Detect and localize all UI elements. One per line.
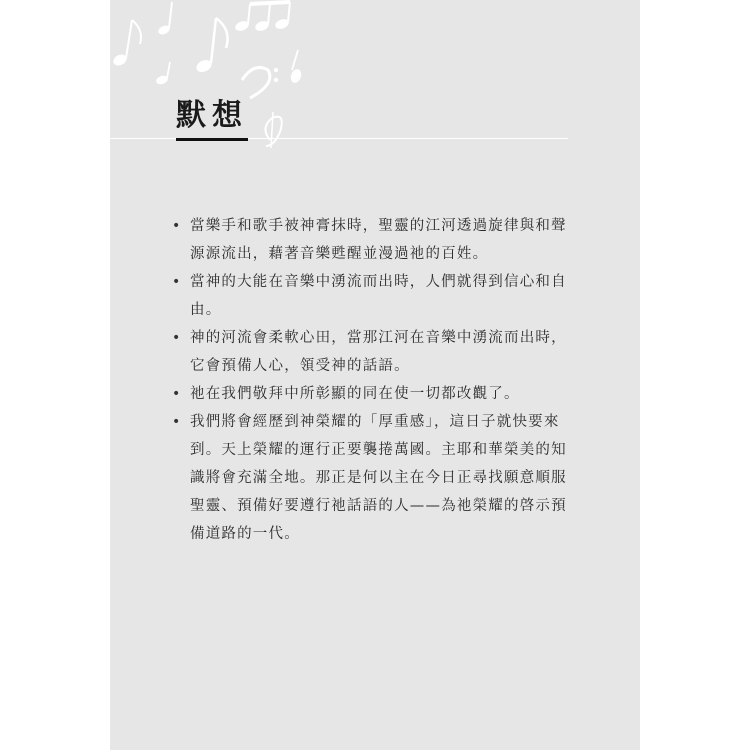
page-title: 默想 [176,98,248,133]
bullet-marker: • [172,330,182,346]
list-item [170,380,570,408]
list-item [170,408,570,548]
list-item-text: 祂在我們敬拜中所彰顯的同在使一切都改觀了。 [190,386,520,402]
book-page [110,0,640,750]
bullet-marker: • [172,414,182,430]
list-item-text: 神的河流會柔軟心田，當那江河在音樂中湧流而出時，它會預備人心，領受神的話語。 [190,330,567,374]
list-item-text: 當樂手和歌手被神膏抹時，聖靈的江河透過旋律與和聲源源流出，藉著音樂甦醒並漫過祂的百姓。 [190,218,567,262]
bullet-marker: • [172,386,182,402]
list-item [170,268,570,324]
meditation-list [170,212,570,548]
bullet-marker: • [172,274,182,290]
bullet-marker: • [172,218,182,234]
list-item-text: 我們將會經歷到神榮耀的「厚重感」，這日子就快要來到。天上榮耀的運行正要襲捲萬國。主耶和華榮美的知識將會充滿全地。那正是何以主在今日正尋找願意順服聖靈、預備好要遵行祂話語的人——為祂榮耀的啓示預備道路的一代。 [190,414,567,542]
title-underline [176,138,248,141]
list-item-text: 當神的大能在音樂中湧流而出時，人們就得到信心和自由。 [190,274,567,318]
list-item [170,324,570,380]
list-item [170,212,570,268]
